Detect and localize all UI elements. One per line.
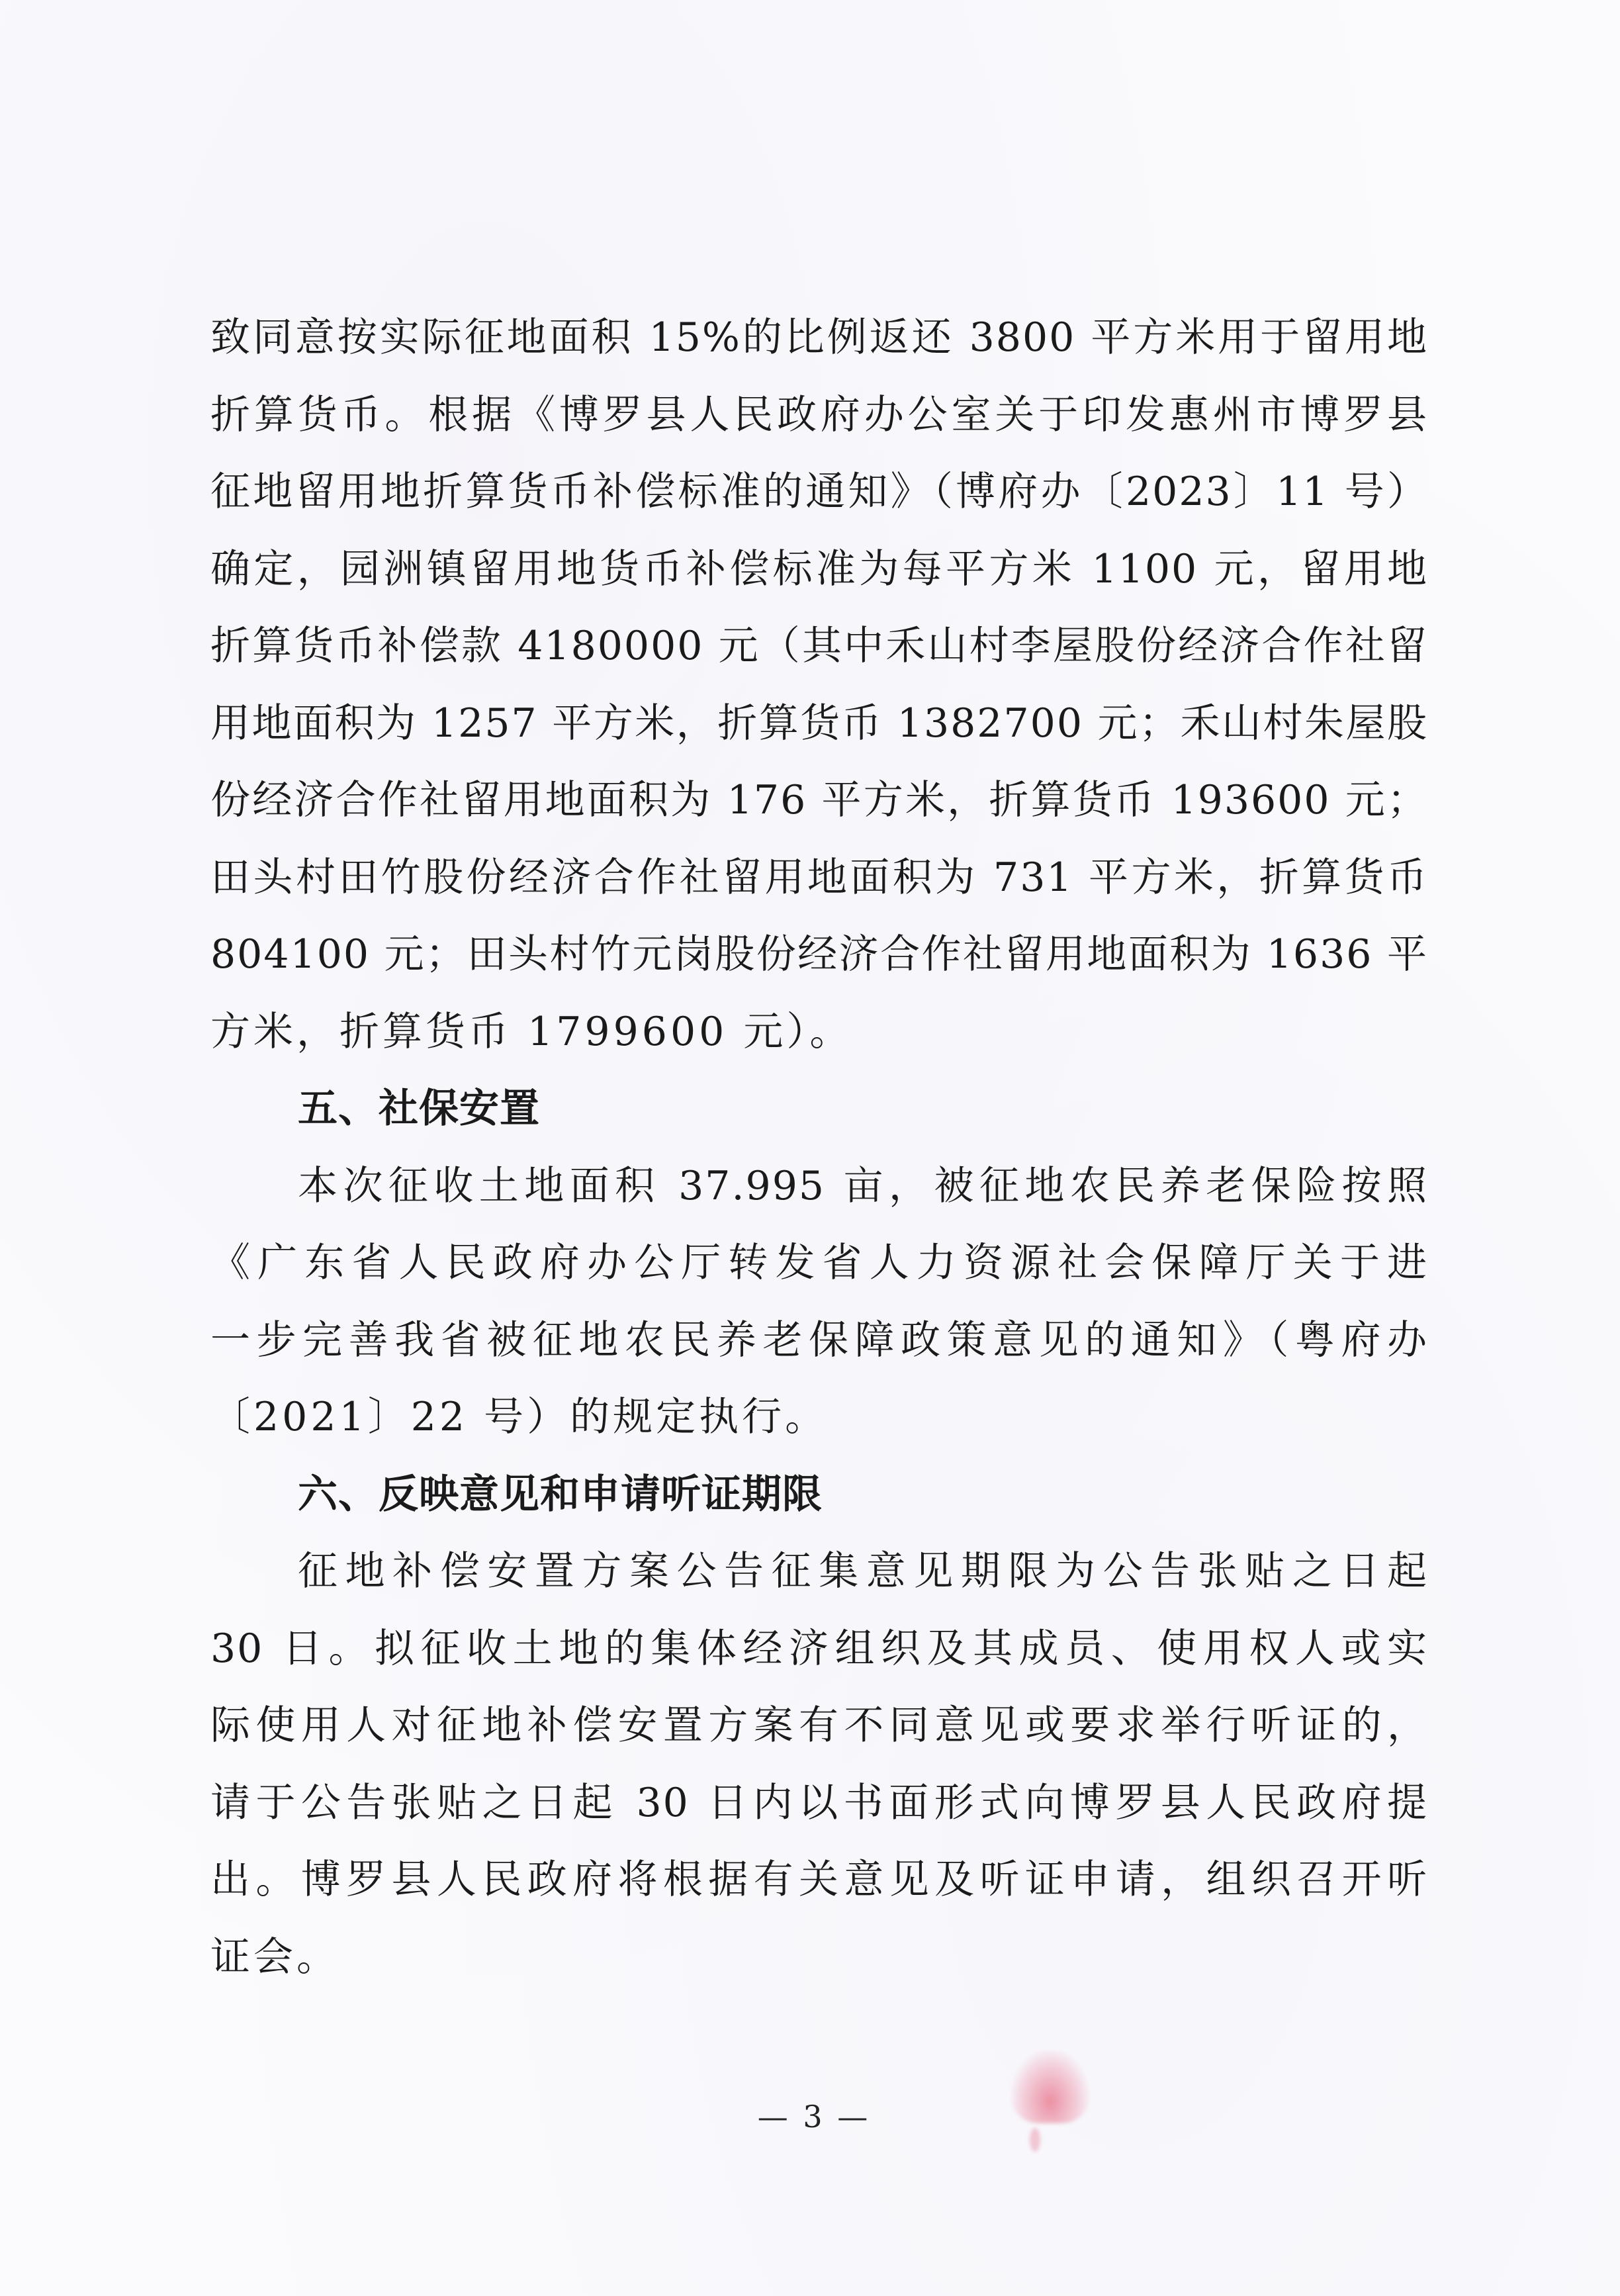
text-line: 际使用人对征地补偿安置方案有不同意见或要求举行听证的，	[210, 1702, 1428, 1749]
text-line: 30 日。拟征收土地的集体经济组织及其成员、使用权人或实	[210, 1625, 1428, 1672]
text-line: 征地补偿安置方案公告征集意见期限为公告张贴之日起	[298, 1548, 1428, 1594]
text-line: 田头村田竹股份经济合作社留用地面积为 731 平方米，折算货币	[210, 854, 1428, 901]
text-line: 本次征收土地面积 37.995 亩，被征地农民养老保险按照	[298, 1162, 1428, 1209]
text-line: 折算货币补偿款 4180000 元（其中禾山村李屋股份经济合作社留	[210, 623, 1428, 669]
page-number: — 3 —	[757, 2099, 871, 2135]
text-line: 征地留用地折算货币补偿标准的通知》（博府办〔2023〕11 号）	[210, 469, 1428, 515]
text-line: 〔2021〕22 号）的规定执行。	[210, 1394, 829, 1440]
text-line: 证会。	[210, 1933, 339, 1980]
text-line: 份经济合作社留用地面积为 176 平方米，折算货币 193600 元；	[210, 777, 1428, 823]
text-line: 804100 元；田头村竹元岗股份经济合作社留用地面积为 1636 平	[210, 931, 1428, 978]
seal-stamp-trace	[1030, 2128, 1040, 2152]
text-line: 用地面积为 1257 平方米，折算货币 1382700 元；禾山村朱屋股	[210, 700, 1428, 747]
text-line: 出。博罗县人民政府将根据有关意见及听证申请，组织召开听	[210, 1857, 1428, 1903]
text-line: 一步完善我省被征地农民养老保障政策意见的通知》（粤府办	[210, 1316, 1428, 1363]
text-line: 致同意按实际征地面积 15%的比例返还 3800 平方米用于留用地	[210, 314, 1428, 361]
text-line: 请于公告张贴之日起 30 日内以书面形式向博罗县人民政府提	[210, 1779, 1428, 1826]
section-heading-hearing-period: 六、反映意见和申请听证期限	[298, 1471, 823, 1518]
text-line: 折算货币。根据《博罗县人民政府办公室关于印发惠州市博罗县	[210, 391, 1428, 438]
section-heading-social-security: 五、社保安置	[298, 1085, 540, 1132]
document-body	[210, 299, 1428, 1996]
text-line: 方米，折算货币 1799600 元）。	[210, 1008, 853, 1055]
seal-stamp-icon	[1011, 2050, 1089, 2123]
text-line: 确定，园洲镇留用地货币补偿标准为每平方米 1100 元，留用地	[210, 545, 1428, 592]
text-line: 《广东省人民政府办公厅转发省人力资源社会保障厅关于进	[210, 1240, 1428, 1286]
